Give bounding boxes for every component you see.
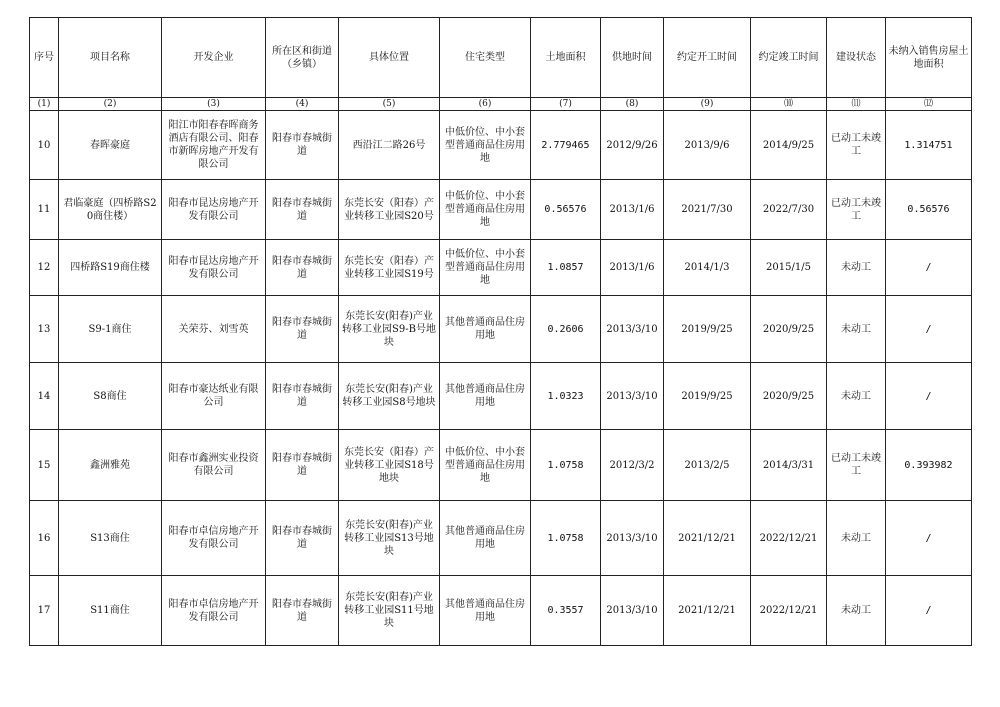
cell-serial: 15 bbox=[30, 430, 59, 501]
cell-developer: 阳春市鑫洲实业投资有限公司 bbox=[162, 430, 266, 501]
column-number: (2) bbox=[59, 98, 162, 111]
cell-developer: 阳春市昆达房地产开发有限公司 bbox=[162, 180, 266, 240]
table-row bbox=[30, 180, 972, 240]
cell-supply-date: 2012/9/26 bbox=[601, 111, 664, 180]
cell-finish-date: 2014/3/31 bbox=[751, 430, 827, 501]
cell-status: 未动工 bbox=[827, 501, 886, 576]
cell-start-date: 2014/1/3 bbox=[664, 240, 751, 296]
cell-project-name: 君临豪庭（四桥路S20商住楼） bbox=[59, 180, 162, 240]
cell-finish-date: 2020/9/25 bbox=[751, 296, 827, 363]
cell-start-date: 2013/2/5 bbox=[664, 430, 751, 501]
table-row bbox=[30, 576, 972, 646]
column-number: (9) bbox=[664, 98, 751, 111]
cell-project-name: S11商住 bbox=[59, 576, 162, 646]
header-supply-date: 供地时间 bbox=[601, 18, 664, 98]
cell-land-area: 1.0758 bbox=[531, 501, 601, 576]
cell-unsold-area: / bbox=[886, 296, 972, 363]
header-finish-date: 约定竣工时间 bbox=[751, 18, 827, 98]
header-start-date: 约定开工时间 bbox=[664, 18, 751, 98]
cell-land-area: 0.3557 bbox=[531, 576, 601, 646]
cell-serial: 11 bbox=[30, 180, 59, 240]
cell-unsold-area: / bbox=[886, 363, 972, 430]
cell-land-area: 0.56576 bbox=[531, 180, 601, 240]
cell-start-date: 2019/9/25 bbox=[664, 363, 751, 430]
cell-finish-date: 2015/1/5 bbox=[751, 240, 827, 296]
cell-project-name: 四桥路S19商住楼 bbox=[59, 240, 162, 296]
cell-housing-type: 其他普通商品住房用地 bbox=[440, 296, 531, 363]
cell-unsold-area: 1.314751 bbox=[886, 111, 972, 180]
header-unsold-area: 未纳入销售房屋土地面积 bbox=[886, 18, 972, 98]
column-number: (7) bbox=[531, 98, 601, 111]
table-row bbox=[30, 363, 972, 430]
cell-serial: 16 bbox=[30, 501, 59, 576]
cell-start-date: 2019/9/25 bbox=[664, 296, 751, 363]
land-supply-table bbox=[29, 17, 972, 646]
cell-housing-type: 其他普通商品住房用地 bbox=[440, 576, 531, 646]
header-serial: 序号 bbox=[30, 18, 59, 98]
cell-supply-date: 2012/3/2 bbox=[601, 430, 664, 501]
cell-housing-type: 中低价位、中小套型普通商品住房用地 bbox=[440, 430, 531, 501]
cell-project-name: S9-1商住 bbox=[59, 296, 162, 363]
cell-unsold-area: / bbox=[886, 501, 972, 576]
cell-serial: 13 bbox=[30, 296, 59, 363]
cell-developer: 阳春市昆达房地产开发有限公司 bbox=[162, 240, 266, 296]
cell-status: 已动工未竣工 bbox=[827, 111, 886, 180]
column-number: ⑽ bbox=[751, 98, 827, 111]
cell-district: 阳春市春城街道 bbox=[266, 363, 339, 430]
cell-district: 阳春市春城街道 bbox=[266, 111, 339, 180]
cell-developer: 阳春市卓信房地产开发有限公司 bbox=[162, 576, 266, 646]
cell-developer: 关荣芬、刘雪英 bbox=[162, 296, 266, 363]
cell-location: 东莞长安(阳春)产业转移工业园S11号地块 bbox=[339, 576, 440, 646]
cell-project-name: S8商住 bbox=[59, 363, 162, 430]
cell-status: 未动工 bbox=[827, 240, 886, 296]
cell-land-area: 2.779465 bbox=[531, 111, 601, 180]
cell-supply-date: 2013/1/6 bbox=[601, 240, 664, 296]
cell-developer: 阳春市豪达纸业有限公司 bbox=[162, 363, 266, 430]
cell-finish-date: 2020/9/25 bbox=[751, 363, 827, 430]
cell-location: 东莞长安(阳春)产业转移工业园S9-B号地块 bbox=[339, 296, 440, 363]
cell-developer: 阳江市阳春春晖商务酒店有限公司、阳春市新晖房地产开发有限公司 bbox=[162, 111, 266, 180]
cell-project-name: 春晖豪庭 bbox=[59, 111, 162, 180]
cell-start-date: 2021/12/21 bbox=[664, 576, 751, 646]
table-row bbox=[30, 296, 972, 363]
cell-finish-date: 2014/9/25 bbox=[751, 111, 827, 180]
cell-status: 未动工 bbox=[827, 576, 886, 646]
cell-unsold-area: / bbox=[886, 240, 972, 296]
cell-district: 阳春市春城街道 bbox=[266, 576, 339, 646]
cell-location: 西沿江二路26号 bbox=[339, 111, 440, 180]
header-land-area: 土地面积 bbox=[531, 18, 601, 98]
column-number: (1) bbox=[30, 98, 59, 111]
header-district: 所在区和街道（乡镇） bbox=[266, 18, 339, 98]
cell-start-date: 2021/7/30 bbox=[664, 180, 751, 240]
cell-district: 阳春市春城街道 bbox=[266, 501, 339, 576]
cell-location: 东莞长安（阳春）产业转移工业园S20号 bbox=[339, 180, 440, 240]
cell-finish-date: 2022/12/21 bbox=[751, 501, 827, 576]
cell-supply-date: 2013/3/10 bbox=[601, 576, 664, 646]
cell-status: 已动工未竣工 bbox=[827, 180, 886, 240]
header-location: 具体位置 bbox=[339, 18, 440, 98]
cell-location: 东莞长安（阳春）产业转移工业园S19号 bbox=[339, 240, 440, 296]
cell-serial: 14 bbox=[30, 363, 59, 430]
cell-location: 东莞长安(阳春)产业转移工业园S8号地块 bbox=[339, 363, 440, 430]
cell-status: 未动工 bbox=[827, 296, 886, 363]
cell-start-date: 2013/9/6 bbox=[664, 111, 751, 180]
column-number: ⑿ bbox=[886, 98, 972, 111]
cell-land-area: 0.2606 bbox=[531, 296, 601, 363]
cell-district: 阳春市春城街道 bbox=[266, 180, 339, 240]
header-housing-type: 住宅类型 bbox=[440, 18, 531, 98]
cell-serial: 10 bbox=[30, 111, 59, 180]
column-number: (6) bbox=[440, 98, 531, 111]
cell-district: 阳春市春城街道 bbox=[266, 430, 339, 501]
table-row bbox=[30, 111, 972, 180]
cell-serial: 12 bbox=[30, 240, 59, 296]
cell-location: 东莞长安（阳春）产业转移工业园S18号地块 bbox=[339, 430, 440, 501]
cell-district: 阳春市春城街道 bbox=[266, 240, 339, 296]
cell-unsold-area: 0.56576 bbox=[886, 180, 972, 240]
table-row bbox=[30, 430, 972, 501]
cell-serial: 17 bbox=[30, 576, 59, 646]
column-number: (8) bbox=[601, 98, 664, 111]
cell-project-name: S13商住 bbox=[59, 501, 162, 576]
cell-land-area: 1.0857 bbox=[531, 240, 601, 296]
column-number: (4) bbox=[266, 98, 339, 111]
column-number-row bbox=[30, 98, 972, 111]
cell-supply-date: 2013/1/6 bbox=[601, 180, 664, 240]
cell-land-area: 1.0323 bbox=[531, 363, 601, 430]
cell-status: 已动工未竣工 bbox=[827, 430, 886, 501]
cell-land-area: 1.0758 bbox=[531, 430, 601, 501]
cell-housing-type: 中低价位、中小套型普通商品住房用地 bbox=[440, 111, 531, 180]
cell-finish-date: 2022/7/30 bbox=[751, 180, 827, 240]
header-status: 建设状态 bbox=[827, 18, 886, 98]
cell-housing-type: 中低价位、中小套型普通商品住房用地 bbox=[440, 240, 531, 296]
cell-unsold-area: / bbox=[886, 576, 972, 646]
cell-project-name: 鑫洲雅苑 bbox=[59, 430, 162, 501]
header-developer: 开发企业 bbox=[162, 18, 266, 98]
table-row bbox=[30, 240, 972, 296]
cell-district: 阳春市春城街道 bbox=[266, 296, 339, 363]
column-number: (3) bbox=[162, 98, 266, 111]
cell-finish-date: 2022/12/21 bbox=[751, 576, 827, 646]
table-row bbox=[30, 501, 972, 576]
cell-supply-date: 2013/3/10 bbox=[601, 363, 664, 430]
column-number: (5) bbox=[339, 98, 440, 111]
cell-start-date: 2021/12/21 bbox=[664, 501, 751, 576]
cell-housing-type: 其他普通商品住房用地 bbox=[440, 501, 531, 576]
cell-housing-type: 其他普通商品住房用地 bbox=[440, 363, 531, 430]
header-row bbox=[30, 18, 972, 98]
cell-supply-date: 2013/3/10 bbox=[601, 501, 664, 576]
column-number: ⑾ bbox=[827, 98, 886, 111]
header-project-name: 项目名称 bbox=[59, 18, 162, 98]
cell-housing-type: 中低价位、中小套型普通商品住房用地 bbox=[440, 180, 531, 240]
cell-unsold-area: 0.393982 bbox=[886, 430, 972, 501]
cell-supply-date: 2013/3/10 bbox=[601, 296, 664, 363]
cell-status: 未动工 bbox=[827, 363, 886, 430]
cell-location: 东莞长安(阳春)产业转移工业园S13号地块 bbox=[339, 501, 440, 576]
cell-developer: 阳春市卓信房地产开发有限公司 bbox=[162, 501, 266, 576]
